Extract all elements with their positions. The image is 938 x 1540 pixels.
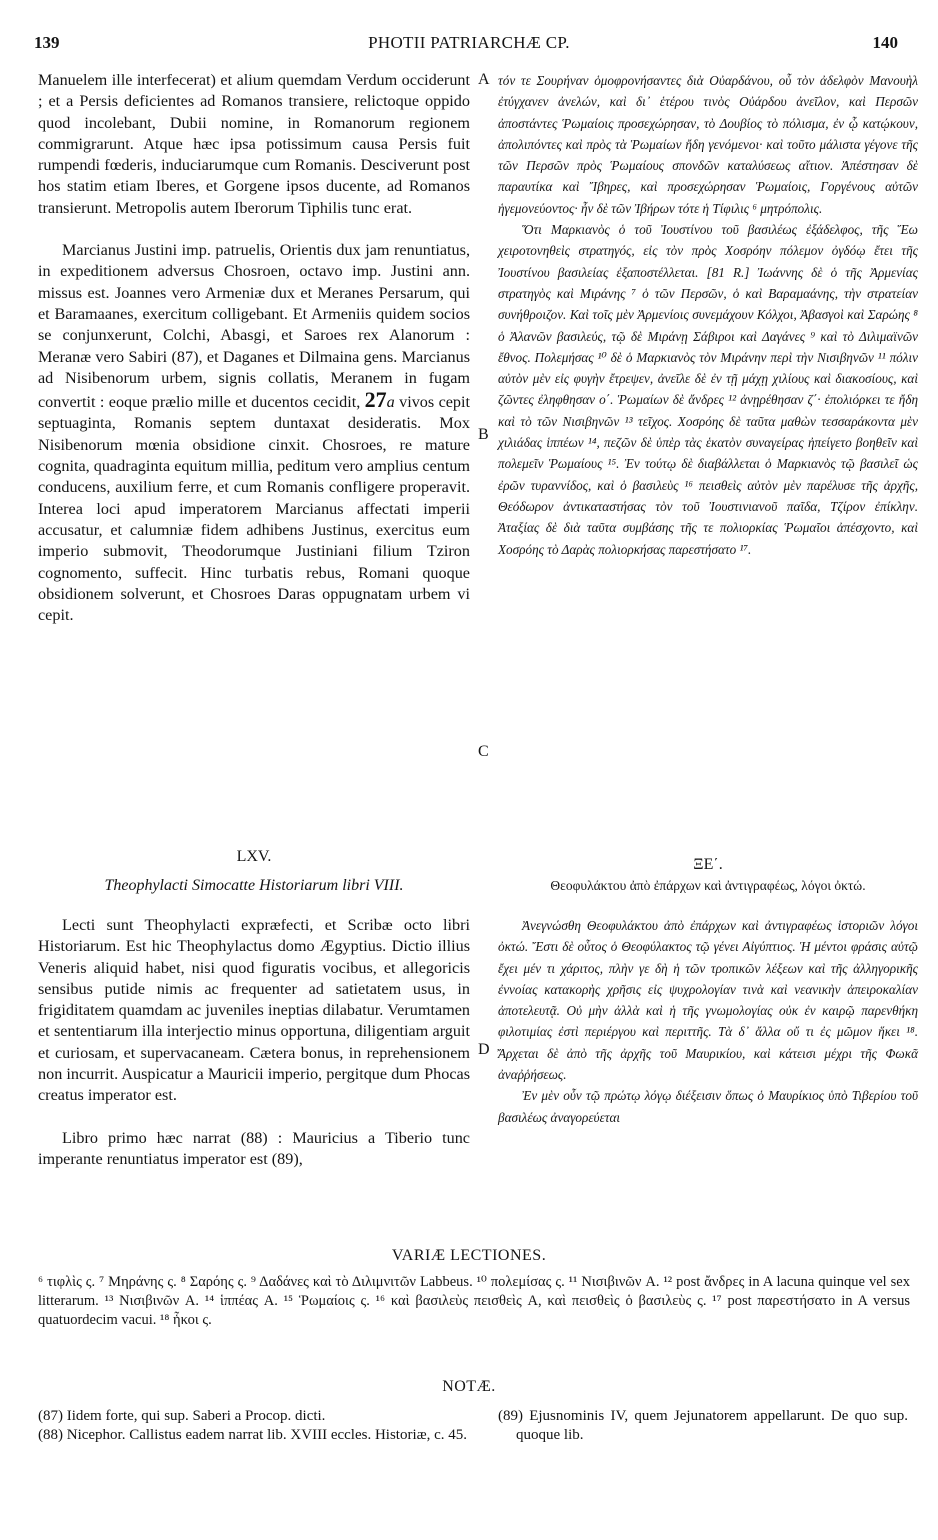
latin-paragraph-1: Manuelem ille interfecerat) et alium quemdam Verdum occiderunt ; et a Persis deficientes ad Romanos transiere, relictoque oppido quod incolebant, Dubii nomine, in Romanorum regionem commigrarunt. Atque hæc ipsa potissimum causa Persis fuit rumpendi fœderis, induciarumque cum Romanis. Desciverunt post hos statim etiam Iberes, et Gorgene ipsos ducente, ad Romanos transierunt. Metropolis autem Iberorum Tiphilis tunc erat. xyxy=(38,71,470,217)
page-marker-letter: a xyxy=(386,393,395,412)
left-page-number: 139 xyxy=(34,33,60,52)
latin-column-upper xyxy=(38,70,470,626)
notes-left-column xyxy=(38,1407,468,1444)
margin-marker-b: B xyxy=(478,426,489,443)
note-89: (89) Ejusnominis IV, quem Jejunatorem appellarunt. De quo sup. quoque lib. xyxy=(498,1408,908,1443)
variae-lectiones-text: ⁶ τιφλὶς ς. ⁷ Μηράνης ς. ⁸ Σαρόης ς. ⁹ Δαδάνες καὶ τὸ Διλιμνιτῶν Labbeus. ¹⁰ πολεμίσας ς. ¹¹ Νισιβινῶν A. ¹² post ἄνδρες in A lacuna quinque vel sex litterarum. ¹³ Νισιβινῶν A. ¹⁴ ἱππέας A. ¹⁵ Ῥωμαίοις ς. ¹⁶ καὶ βασιλεὺς πεισθεὶς A, καὶ πεισθεὶς ὁ βασιλεὺς ς. ¹⁷ post παρεστήσατο in A versus quatuordecim vacui. ¹⁸ ἧκοι ς. xyxy=(38,1274,910,1328)
margin-marker-a: A xyxy=(478,71,490,88)
note-87: (87) Iidem forte, qui sup. Saberi a Procop. dicti. xyxy=(38,1408,326,1424)
latin-section-title: Theophylacti Simocatte Historiarum libri VIII. xyxy=(104,877,404,894)
greek-column-lower xyxy=(498,915,918,1128)
greek-paragraph-2: Ὅτι Μαρκιανὸς ὁ τοῦ Ἰουστίνου τοῦ βασιλέως ἐξάδελφος, τῆς Ἕω χειροτονηθεὶς στρατηγός, εἰς τὸν πρὸς Χοσρόην πόλεμον ὀγδόῳ ἔτει τῆς Ἰουστίνου βασιλείας ἐξαποστέλλεται. [81 R.] Ἰωάννης δὲ ὁ τῆς Ἀρμενίας στρατηγὸς καὶ Μιράνης ⁷ ὁ τῶν Περσῶν, ὁ καὶ Βαραμαάνης, τὴν στρατείαν συνήθροιζον. Καὶ τοῖς μὲν Ἀρμενίοις συνεμάχουν Κόλχοι, Ἀβασγοὶ καὶ Σαρώης ⁸ ὁ Ἀλανῶν βασιλεύς, τῷ δὲ Μιράνῃ Σάβιροι καὶ Δαγάνες ⁹ καὶ τὸ Διλιμαϊνῶν ἔθνος. Πολεμήσας ¹⁰ δὲ ὁ Μαρκιανὸς τὸν Μιράνην περὶ τὴν Νισιβηνῶν ¹¹ πόλιν αὐτὸν μὲν εἰς φυγὴν ἔτρεψεν, ἀνεῖλε δὲ ἐν τῇ μάχῃ χιλίους καὶ διακοσίους, καὶ ζῶντες ἐληφθησαν ο΄. Ῥωμαίων δὲ ἄνδρες ¹² ἀνῃρέθησαν ζ΄· ἐπολιόρκει τε ἤδη καὶ τὸ τῶν Νισιβηνῶν ¹³ τεῖχος. Χοσρόης δὲ ταῦτα μαθὼν τεσσαράκοντα μὲν χιλιάδας ἱππέων ¹⁴, πεζῶν δὲ ὑπὲρ τὰς ἑκατὸν συναγείρας ἠπείγετο βοηθεῖν καὶ πολεμεῖν Ῥωμαίους ¹⁵. Ἐν τούτῳ δὲ διαβάλλεται ὁ Μαρκιανὸς τῷ βασιλεῖ ὡς ἐρῶν τυραννίδος, καὶ ὁ βασιλεὺς ¹⁶ πεισθεὶς αὐτὸν μὲν παρέλυσε τῆς ἀρχῆς, Θεόδωρον ἀντικαταστήσας τὸν τοῦ Ἰουστινιανοῦ παῖδα, Τζίρον ἐπίκλην. Ἀταξίας δὲ διὰ ταῦτα συμβάσης τῆς τε πολιορκίας Ῥωμαῖοι ἀπέσχοντο, καὶ Χοσρόης τὸ Δαρὰς πολιορκήσας παρεστήσατο ¹⁷. xyxy=(498,222,918,557)
latin-paragraph-3: Lecti sunt Theophylacti expræfecti, et Scribæ octo libri Historiarum. Est hic Theophylactus domo Ægyptius. Dictio illius Veneris aliquid habet, nisi quod figuratis vocibus, et allegoricis sensibus putide nimis ac frequenter ad satietatem usus, in frigiditatem quamdam ac juveniles ineptias dilabatur. Verumtamen et sententiarum illa interjectio minus opportuna, diligentiam arguit et curiosam, et supervacaneam. Cætera bonus, in reprehensionem non incurrit. Auspicatur a Mauricii imperio, pergitque dum Phocas creatus imperator est. xyxy=(38,916,470,1105)
running-title: PHOTII PATRIARCHÆ CP. xyxy=(368,33,570,52)
variae-lectiones-heading: VARIÆ LECTIONES. xyxy=(391,1247,547,1264)
margin-marker-d: D xyxy=(478,1041,490,1058)
page-marker-number: 27 xyxy=(364,387,387,413)
latin-paragraph-2-end: vivos cepit septuaginta, Romanis septem duntaxat desideratis. Mox Nisibenorum mœnia obsidione cinxit. Chosroes, re mature cognita, quadraginta equitum millia, peditum vero amplius centum conducens, auxilium ferre, et cum Romanis confligere properavit. Interea loci apud imperatorem Marcianus affectati imperii accusatur, et calumniæ fidem adhibens Justinus, exercitus eum imperio submovit, Theodorumque Justiniani filium Tziron cognomento, suffecit. Hinc turbatis rebus, Romani quoque obsidionem solverunt, et Chosroes Daras oppugnatam urbem vi cepit. xyxy=(38,393,471,625)
greek-paragraph-3: Ἀνεγνώσθη Θεοφυλάκτου ἀπὸ ἐπάρχων καὶ ἀντιγραφέως ἱστοριῶν λόγοι ὀκτώ. Ἔστι δὲ οὗτος ὁ Θεοφύλακτος τῷ γένει Αἰγύπτιος. Ἡ μέντοι φράσις αὐτῷ ἔχει μέν τι χάριτος, πλὴν γε δὴ ἡ τῶν τροπικῶν λέξεων καὶ τῆς ἀλληγορικῆς ἐννοίας κατακορὴς χρῆσις εἰς ψυχρολογίαν τινὰ καὶ νεανικὴν ἀπειροκαλίαν ἀποτελευτᾷ. Οὐ μὴν ἀλλὰ καὶ ἡ τῆς γνωμολογίας οὐκ ἐν καιρῷ παρενθήκη φιλοτιμίας ἐστὶ περιέργου καὶ περιττῆς. Τὰ δ᾽ ἄλλα οὔ τι ἐς μῶμον ἥκει ¹⁸. Ἄρχεται δὲ ἀπὸ τῆς ἀρχῆς τοῦ Μαυρικίου, καὶ κάτεισι μέχρι τῆς Φωκᾶ ἀναῤῥήσεως. xyxy=(498,918,918,1083)
latin-section-number: LXV. xyxy=(236,848,272,865)
right-page-number: 140 xyxy=(872,33,898,52)
greek-column-upper xyxy=(498,70,918,560)
note-88: (88) Nicephor. Callistus eadem narrat lib. XVIII eccles. Historiæ, c. 45. xyxy=(38,1426,468,1443)
latin-column-lower xyxy=(38,915,470,1170)
latin-paragraph-4: Libro primo hæc narrat (88) : Mauricius a Tiberio tunc imperante renuntiatus imperator est (89), xyxy=(38,1128,470,1168)
notae-heading: NOTÆ. xyxy=(442,1378,496,1395)
latin-paragraph-2-start: Marcianus Justini imp. patruelis, Orientis dux jam renuntiatus, in expeditionem adversus Chosroen, octavo imp. Justini ann. missus est. Joannes vero Armeniæ dux et Meranes Persarum, qui et Baramaanes, exercitum colligebant. Et Armeniis quidem socios se conjunxerunt, Colchi, Abasgi, et Saroes rex Alanorum : Meranæ vero Sabiri (87), et Daganes et Dilmaina gens. Marcianus ad Nisibenorum urbem, signis collatis, Meranem in fugam convertit : eoque prælio mille et ducentos cecidit, xyxy=(38,241,470,412)
latin-paragraph-2 xyxy=(38,240,470,626)
greek-section-title: Θεοφυλάκτου ἀπὸ ἐπάρχων καὶ ἀντιγραφέως, λόγοι ὀκτώ. xyxy=(550,878,866,893)
notes-right-column xyxy=(498,1407,908,1444)
greek-paragraph-1: τόν τε Σουρήναν ὁμοφρονήσαντες διὰ Οὐαρδάνου, οὗ τὸν ἀδελφὸν Μανουὴλ ἐτύγχανεν ἀνελών, καὶ δι᾽ ἑτέρου τινὸς Οὐάρδου ἀνεῖλον, καὶ Περσῶν ἀποστάντες Ῥωμαίοις προσεχώρησαν, τὸ Δουβίος τὸ πόλισμα, ἐν ᾧ κατῴκουν, ἀπολιπόντες καὶ πρὸς τὰ Ῥωμαίων ἤδη γενόμενοι· καὶ τοῦτο μάλιστα γέγονε τῆς τῶν Περσῶν πρὸς Ῥωμαίους σπονδῶν καταλύσεως αἴτιον. Ἀπέστησαν δὲ παραυτίκα καὶ Ἴβηρες, καὶ προσεχώρησαν Ῥωμαίοις, Γοργένους αὐτῶν ἡγεμονεύοντος· ἦν δὲ τῶν Ἰβήρων τότε ἡ Τίφιλις ⁶ μητρόπολις. xyxy=(498,73,918,216)
greek-paragraph-4: Ἐν μὲν οὖν τῷ πρώτῳ λόγῳ διέξεισιν ὅπως ὁ Μαυρίκιος ὑπὸ Τιβερίου τοῦ βασιλέως ἀναγορεύεται xyxy=(498,1088,918,1125)
greek-section-number: ΞΕ΄. xyxy=(693,856,723,873)
margin-marker-c: C xyxy=(478,743,489,760)
